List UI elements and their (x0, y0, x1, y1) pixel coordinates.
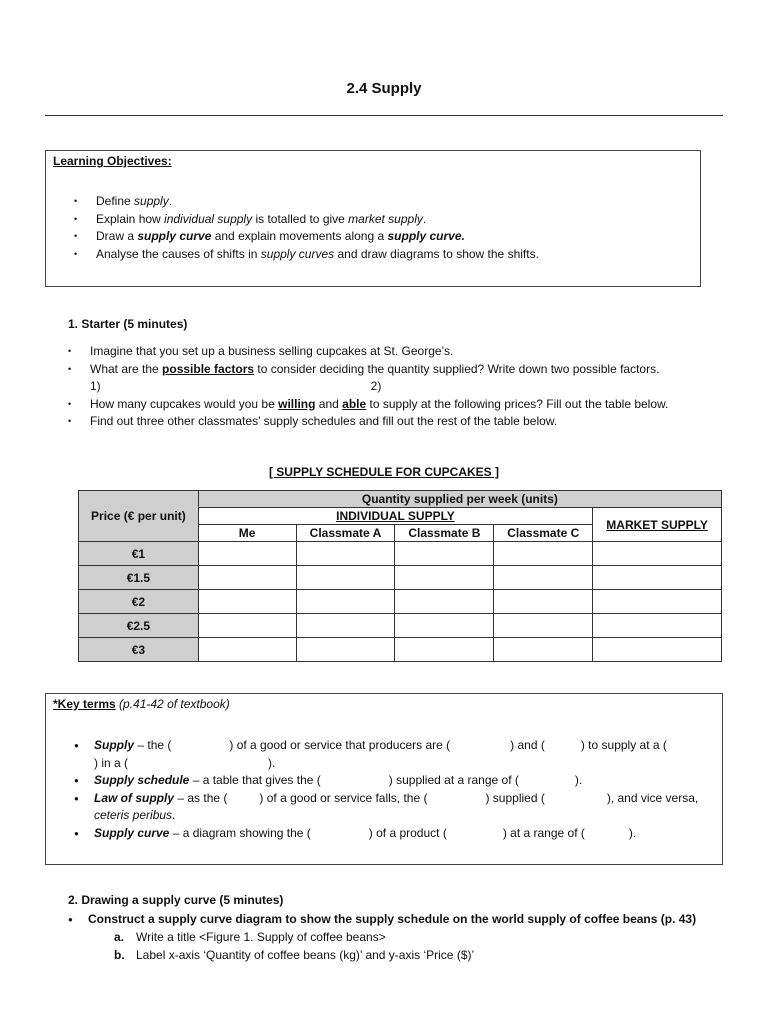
input-cell[interactable] (494, 566, 593, 590)
key-term-item: ● Supply – the ( ) of a good or service that producers are ( ) and ( ) to supply at a ( ) in a ( ). (74, 737, 714, 772)
objective-item: • Explain how individual supply is totalled to give market supply. (74, 211, 539, 229)
drawing-list (68, 911, 748, 929)
input-cell[interactable] (593, 542, 722, 566)
input-cell[interactable] (395, 542, 494, 566)
market-supply-header: MARKET SUPPLY (593, 508, 722, 542)
objective-item: • Analyse the causes of shifts in supply curves and draw diagrams to show the shifts. (74, 246, 539, 264)
starter-bullet: • Imagine that you set up a business selling cupcakes at St. George’s. (68, 343, 728, 361)
starter-bullet: • Find out three other classmates’ supply schedules and fill out the rest of the table below. (68, 413, 728, 431)
starter-bullet: • How many cupcakes would you be willing and able to supply at the following prices? Fill out the table below. (68, 396, 728, 414)
price-header: Price (€ per unit) (79, 491, 199, 542)
factor-lines: 1) 2) (90, 379, 382, 393)
table-row (79, 590, 722, 614)
table-row (79, 638, 722, 662)
input-cell[interactable] (296, 566, 395, 590)
col-classmate-c: Classmate C (494, 525, 593, 542)
input-cell[interactable] (296, 638, 395, 662)
starter-bullet: • What are the possible factors to consider deciding the quantity supplied? Write down two possible factors. (68, 361, 728, 379)
input-cell[interactable] (494, 542, 593, 566)
key-term-item: ● Supply schedule – a table that gives the ( ) supplied at a range of ( ). (74, 772, 714, 790)
starter-heading: 1. Starter (5 minutes) (68, 317, 188, 331)
input-cell[interactable] (198, 614, 296, 638)
input-cell[interactable] (198, 590, 296, 614)
step-a: a. Write a title <Figure 1. Supply of coffee beans> (114, 930, 386, 944)
schedule-title: [ SUPPLY SCHEDULE FOR CUPCAKES ] (268, 465, 500, 479)
key-terms-box (45, 693, 723, 865)
price-cell: €1 (79, 542, 199, 566)
drawing-heading: 2. Drawing a supply curve (5 minutes) (68, 893, 284, 907)
key-term-item: ● Supply curve – a diagram showing the ( ) of a product ( ) at a range of ( ). (74, 825, 714, 843)
input-cell[interactable] (593, 590, 722, 614)
input-cell[interactable] (593, 566, 722, 590)
objective-item: • Define supply. (74, 193, 539, 211)
input-cell[interactable] (296, 542, 395, 566)
individual-supply-header: INDIVIDUAL SUPPLY (198, 508, 592, 525)
input-cell[interactable] (296, 614, 395, 638)
objective-item: • Draw a supply curve and explain movements along a supply curve. (74, 228, 539, 246)
starter-list (68, 343, 728, 431)
input-cell[interactable] (395, 566, 494, 590)
input-cell[interactable] (494, 638, 593, 662)
input-cell[interactable] (296, 590, 395, 614)
objectives-list (74, 193, 539, 263)
input-cell[interactable] (198, 566, 296, 590)
input-cell[interactable] (494, 590, 593, 614)
input-cell[interactable] (198, 638, 296, 662)
page-title: 2.4 Supply (346, 80, 422, 97)
price-cell: €2 (79, 590, 199, 614)
key-term-item: ● Law of supply – as the ( ) of a good or service falls, the ( ) supplied ( ), and vice versa, ceteris peribus. (74, 790, 714, 825)
learning-objectives-box (45, 150, 701, 287)
title-divider (45, 115, 723, 116)
input-cell[interactable] (593, 638, 722, 662)
price-cell: €2.5 (79, 614, 199, 638)
input-cell[interactable] (395, 638, 494, 662)
quantity-header: Quantity supplied per week (units) (198, 491, 721, 508)
drawing-bullet: ● Construct a supply curve diagram to show the supply schedule on the world supply of coffee beans (p. 43) (68, 911, 748, 929)
drawing-steps (114, 929, 474, 964)
input-cell[interactable] (395, 590, 494, 614)
input-cell[interactable] (395, 614, 494, 638)
col-classmate-a: Classmate A (296, 525, 395, 542)
col-me: Me (198, 525, 296, 542)
supply-schedule-table (78, 490, 722, 662)
input-cell[interactable] (593, 614, 722, 638)
table-row (79, 566, 722, 590)
objectives-heading: Learning Objectives: (53, 154, 172, 168)
col-classmate-b: Classmate B (395, 525, 494, 542)
key-terms-heading: *Key terms (p.41-42 of textbook) (53, 697, 230, 711)
table-row (79, 542, 722, 566)
step-b: b. Label x-axis ‘Quantity of coffee beans (kg)’ and y-axis ‘Price ($)’ (114, 947, 475, 962)
input-cell[interactable] (198, 542, 296, 566)
price-cell: €1.5 (79, 566, 199, 590)
input-cell[interactable] (494, 614, 593, 638)
price-cell: €3 (79, 638, 199, 662)
key-terms-list (74, 737, 714, 842)
table-row (79, 614, 722, 638)
